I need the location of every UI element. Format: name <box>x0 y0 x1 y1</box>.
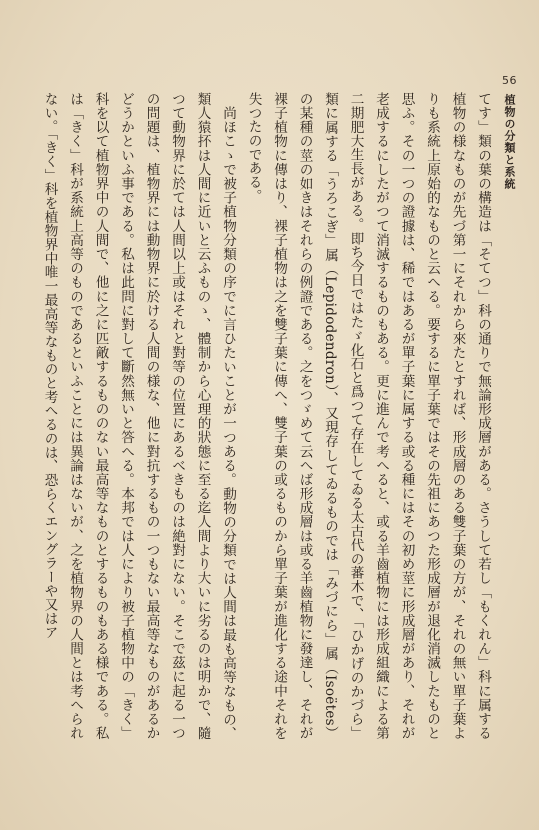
paragraph-2: 尚ほこゝで被子植物分類の序でに言ひたいことが一つある。動物の分類では人間は最も高等なもの、類人猿抔は人間に近いと云ふものゝ、體制から心理的狀態に至る迄人間より大いに劣るのは明かで、隨つて動物界に於ては人間以上或はそれと對等の位置にあるべきものは絶對にない。そこで茲に起る一つの問題は、植物界には動物界に於ける人間の様な、他に對抗するもの一つもない最高等なものがあるかどうかといふ事である。私は此問に對して斷然無いと答へる。本邦では人により被子植物中の「きく」科を以て植物界中の人間で、他に之に匹敵するもののない最高等なものとするものもある様である。私は「きく」科が系統上高等のものであるといふことには異論はないが、之を植物界の人間とは考へられない。「きく」科を植物界中唯一最高等なものと考へるのは、恐らくエングラーや又はア <box>41 92 236 740</box>
body-text <box>25 92 495 740</box>
page-number: 56 <box>502 74 517 87</box>
running-head: 植物の分類と系統 <box>503 94 516 190</box>
paragraph-1: てす」類の葉の構造は「そてつ」科の通りで無論形成層がある。さうして若し「もくれん」科に属する植物の様なものが先づ第一にそれから來たとすれば、形成層のある雙子葉の方が、それの無い單子葉よりも系統上原始的なものと云へる。要するに單子葉ではその先祖にあつた形成層が退化消滅したものと思ふ。その一つの證據は、稀ではあるが單子葉に属する或る種にはその初め莖に形成層があり、それが老成するにしたがつて消滅するものもある。更に進んで考へると、或る羊齒植物には形成組織による第二期肥大生長がある。即ち今日ではたゞ化石と爲つて存在してゐる太古代の蕃木で、「ひかげのかづら」類に属する「うろこぎ」属（Lepidodendron）、又現存してゐるものでは「みづにら」属（Isoëtes）の某種の莖の如きはそれらの例證である。之をつゞめて云へば形成層は或る羊齒植物に發達し、それが裸子植物に傳はり、裸子植物は之を雙子葉に傳へ、雙子葉の或るものから單子葉が進化する途中それを失つたのである。 <box>245 92 491 740</box>
